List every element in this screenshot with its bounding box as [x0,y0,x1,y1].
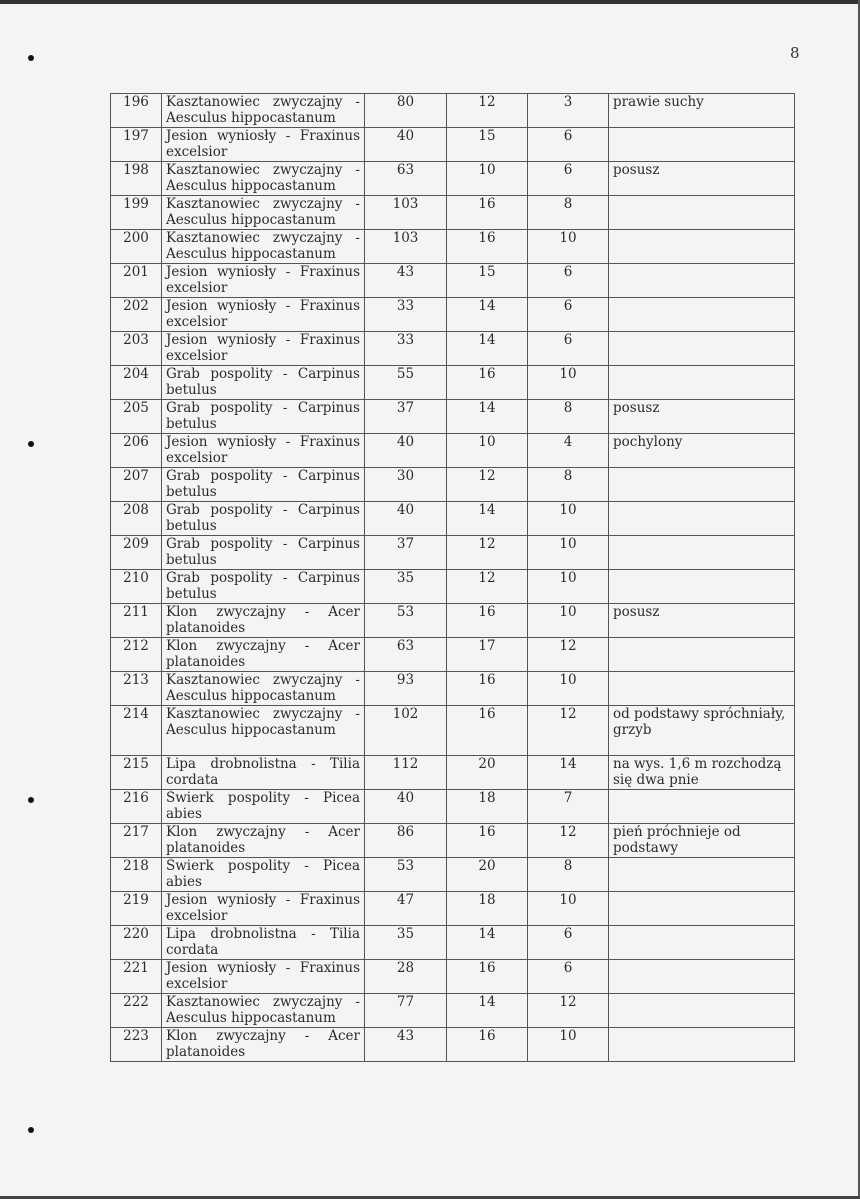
species-cell: Klon zwyczajny - Acer platanoides [162,1028,365,1062]
table-row [111,604,795,638]
table-row [111,638,795,672]
tree-number-cell: 214 [111,706,162,756]
note-cell [609,790,795,824]
value-cell-1: 40 [365,128,447,162]
note-cell [609,128,795,162]
value-cell-1: 80 [365,94,447,128]
value-cell-3: 6 [528,162,609,196]
tree-number-cell: 220 [111,926,162,960]
table-row [111,926,795,960]
tree-number-cell: 213 [111,672,162,706]
species-cell: Lipa drobnolistna - Tilia cordata [162,756,365,790]
species-cell: Grab pospolity - Carpinus betulus [162,468,365,502]
tree-number-cell: 201 [111,264,162,298]
note-cell: na wys. 1,6 m rozchodzą się dwa pnie [609,756,795,790]
value-cell-2: 16 [447,672,528,706]
value-cell-3: 10 [528,892,609,926]
species-cell: Jesion wyniosły - Fraxinus excelsior [162,264,365,298]
note-cell: od podstawy spróchniały, grzyb [609,706,795,756]
species-cell: Jesion wyniosły - Fraxinus excelsior [162,960,365,994]
value-cell-1: 102 [365,706,447,756]
value-cell-2: 14 [447,332,528,366]
value-cell-3: 6 [528,926,609,960]
tree-number-cell: 222 [111,994,162,1028]
species-cell: Grab pospolity - Carpinus betulus [162,502,365,536]
value-cell-2: 14 [447,298,528,332]
value-cell-3: 12 [528,994,609,1028]
tree-number-cell: 203 [111,332,162,366]
species-cell: Grab pospolity - Carpinus betulus [162,536,365,570]
table-row [111,570,795,604]
tree-number-cell: 215 [111,756,162,790]
value-cell-1: 33 [365,332,447,366]
page-number: 8 [790,44,800,62]
note-cell [609,230,795,264]
note-cell [609,638,795,672]
punch-hole [28,55,34,61]
value-cell-2: 16 [447,604,528,638]
species-cell: Jesion wyniosły - Fraxinus excelsior [162,434,365,468]
table-row [111,790,795,824]
value-cell-3: 10 [528,502,609,536]
value-cell-3: 10 [528,366,609,400]
value-cell-1: 112 [365,756,447,790]
table-row [111,502,795,536]
value-cell-1: 53 [365,604,447,638]
table-row [111,824,795,858]
value-cell-2: 14 [447,926,528,960]
tree-number-cell: 216 [111,790,162,824]
value-cell-1: 33 [365,298,447,332]
tree-number-cell: 207 [111,468,162,502]
table-row [111,672,795,706]
species-cell: Klon zwyczajny - Acer platanoides [162,638,365,672]
note-cell [609,1028,795,1062]
species-cell: Świerk pospolity - Picea abies [162,790,365,824]
species-cell: Świerk pospolity - Picea abies [162,858,365,892]
value-cell-2: 16 [447,1028,528,1062]
species-cell: Jesion wyniosły - Fraxinus excelsior [162,128,365,162]
note-cell: posusz [609,162,795,196]
value-cell-3: 10 [528,230,609,264]
tree-number-cell: 217 [111,824,162,858]
value-cell-3: 10 [528,570,609,604]
value-cell-1: 63 [365,162,447,196]
species-cell: Grab pospolity - Carpinus betulus [162,570,365,604]
note-cell: pochylony [609,434,795,468]
table-row [111,366,795,400]
value-cell-3: 7 [528,790,609,824]
tree-number-cell: 202 [111,298,162,332]
value-cell-1: 47 [365,892,447,926]
value-cell-3: 10 [528,536,609,570]
value-cell-2: 18 [447,790,528,824]
note-cell [609,892,795,926]
value-cell-1: 35 [365,570,447,604]
value-cell-1: 103 [365,230,447,264]
value-cell-1: 55 [365,366,447,400]
value-cell-3: 12 [528,706,609,756]
note-cell [609,672,795,706]
note-cell [609,858,795,892]
value-cell-3: 6 [528,960,609,994]
value-cell-3: 6 [528,128,609,162]
table-row [111,706,795,756]
value-cell-2: 12 [447,536,528,570]
table-row [111,892,795,926]
table-row [111,536,795,570]
tree-number-cell: 199 [111,196,162,230]
value-cell-1: 43 [365,264,447,298]
note-cell [609,264,795,298]
value-cell-3: 8 [528,400,609,434]
species-cell: Kasztanowiec zwyczajny - Aesculus hippocastanum [162,994,365,1028]
tree-number-cell: 200 [111,230,162,264]
table-row [111,400,795,434]
note-cell: pień próchnieje od podstawy [609,824,795,858]
value-cell-3: 12 [528,638,609,672]
note-cell [609,196,795,230]
species-cell: Grab pospolity - Carpinus betulus [162,400,365,434]
value-cell-1: 37 [365,536,447,570]
punch-hole [28,1127,34,1133]
tree-number-cell: 209 [111,536,162,570]
tree-inventory-rows [111,94,795,1062]
value-cell-1: 37 [365,400,447,434]
species-cell: Kasztanowiec zwyczajny - Aesculus hippocastanum [162,706,365,756]
value-cell-3: 4 [528,434,609,468]
value-cell-1: 63 [365,638,447,672]
value-cell-2: 12 [447,468,528,502]
note-cell [609,570,795,604]
species-cell: Kasztanowiec zwyczajny - Aesculus hippocastanum [162,94,365,128]
table-row [111,994,795,1028]
value-cell-2: 16 [447,960,528,994]
species-cell: Kasztanowiec zwyczajny - Aesculus hippocastanum [162,196,365,230]
table-row [111,332,795,366]
table-row [111,94,795,128]
page-top-edge [0,0,860,4]
tree-number-cell: 212 [111,638,162,672]
value-cell-3: 8 [528,196,609,230]
value-cell-2: 16 [447,230,528,264]
value-cell-3: 10 [528,672,609,706]
tree-number-cell: 208 [111,502,162,536]
tree-number-cell: 221 [111,960,162,994]
punch-hole [28,441,34,447]
tree-number-cell: 205 [111,400,162,434]
value-cell-2: 16 [447,366,528,400]
value-cell-2: 16 [447,706,528,756]
punch-hole [28,797,34,803]
value-cell-1: 28 [365,960,447,994]
tree-number-cell: 211 [111,604,162,638]
value-cell-3: 6 [528,298,609,332]
note-cell [609,502,795,536]
value-cell-3: 12 [528,824,609,858]
table-row [111,128,795,162]
value-cell-3: 6 [528,264,609,298]
value-cell-3: 6 [528,332,609,366]
value-cell-1: 43 [365,1028,447,1062]
value-cell-3: 3 [528,94,609,128]
tree-number-cell: 198 [111,162,162,196]
value-cell-2: 20 [447,858,528,892]
table-row [111,434,795,468]
table-row [111,298,795,332]
value-cell-2: 14 [447,502,528,536]
value-cell-3: 14 [528,756,609,790]
value-cell-3: 10 [528,1028,609,1062]
species-cell: Jesion wyniosły - Fraxinus excelsior [162,332,365,366]
tree-number-cell: 210 [111,570,162,604]
value-cell-2: 17 [447,638,528,672]
species-cell: Klon zwyczajny - Acer platanoides [162,604,365,638]
tree-number-cell: 219 [111,892,162,926]
value-cell-1: 35 [365,926,447,960]
species-cell: Kasztanowiec zwyczajny - Aesculus hippocastanum [162,230,365,264]
note-cell [609,468,795,502]
note-cell [609,994,795,1028]
tree-number-cell: 206 [111,434,162,468]
value-cell-2: 16 [447,196,528,230]
species-cell: Lipa drobnolistna - Tilia cordata [162,926,365,960]
tree-number-cell: 204 [111,366,162,400]
value-cell-2: 10 [447,434,528,468]
note-cell: posusz [609,400,795,434]
table-row [111,468,795,502]
value-cell-1: 103 [365,196,447,230]
value-cell-1: 30 [365,468,447,502]
value-cell-1: 93 [365,672,447,706]
species-cell: Jesion wyniosły - Fraxinus excelsior [162,298,365,332]
value-cell-2: 14 [447,994,528,1028]
tree-number-cell: 223 [111,1028,162,1062]
value-cell-1: 40 [365,790,447,824]
value-cell-1: 86 [365,824,447,858]
value-cell-2: 12 [447,94,528,128]
value-cell-2: 18 [447,892,528,926]
value-cell-2: 10 [447,162,528,196]
value-cell-2: 14 [447,400,528,434]
tree-number-cell: 197 [111,128,162,162]
tree-number-cell: 218 [111,858,162,892]
value-cell-3: 8 [528,468,609,502]
table-row [111,230,795,264]
note-cell: prawie suchy [609,94,795,128]
tree-number-cell: 196 [111,94,162,128]
species-cell: Jesion wyniosły - Fraxinus excelsior [162,892,365,926]
species-cell: Grab pospolity - Carpinus betulus [162,366,365,400]
value-cell-2: 20 [447,756,528,790]
value-cell-1: 53 [365,858,447,892]
species-cell: Klon zwyczajny - Acer platanoides [162,824,365,858]
table-row [111,196,795,230]
note-cell [609,332,795,366]
value-cell-1: 40 [365,434,447,468]
note-cell: posusz [609,604,795,638]
species-cell: Kasztanowiec zwyczajny - Aesculus hippocastanum [162,672,365,706]
value-cell-2: 16 [447,824,528,858]
note-cell [609,926,795,960]
table-row [111,960,795,994]
table-row [111,162,795,196]
tree-inventory-table [110,93,795,1062]
value-cell-2: 15 [447,128,528,162]
value-cell-3: 8 [528,858,609,892]
value-cell-3: 10 [528,604,609,638]
value-cell-1: 77 [365,994,447,1028]
species-cell: Kasztanowiec zwyczajny - Aesculus hippocastanum [162,162,365,196]
value-cell-2: 12 [447,570,528,604]
table-row [111,1028,795,1062]
value-cell-2: 15 [447,264,528,298]
value-cell-1: 40 [365,502,447,536]
note-cell [609,298,795,332]
table-row [111,756,795,790]
note-cell [609,960,795,994]
note-cell [609,536,795,570]
table-row [111,858,795,892]
note-cell [609,366,795,400]
table-row [111,264,795,298]
